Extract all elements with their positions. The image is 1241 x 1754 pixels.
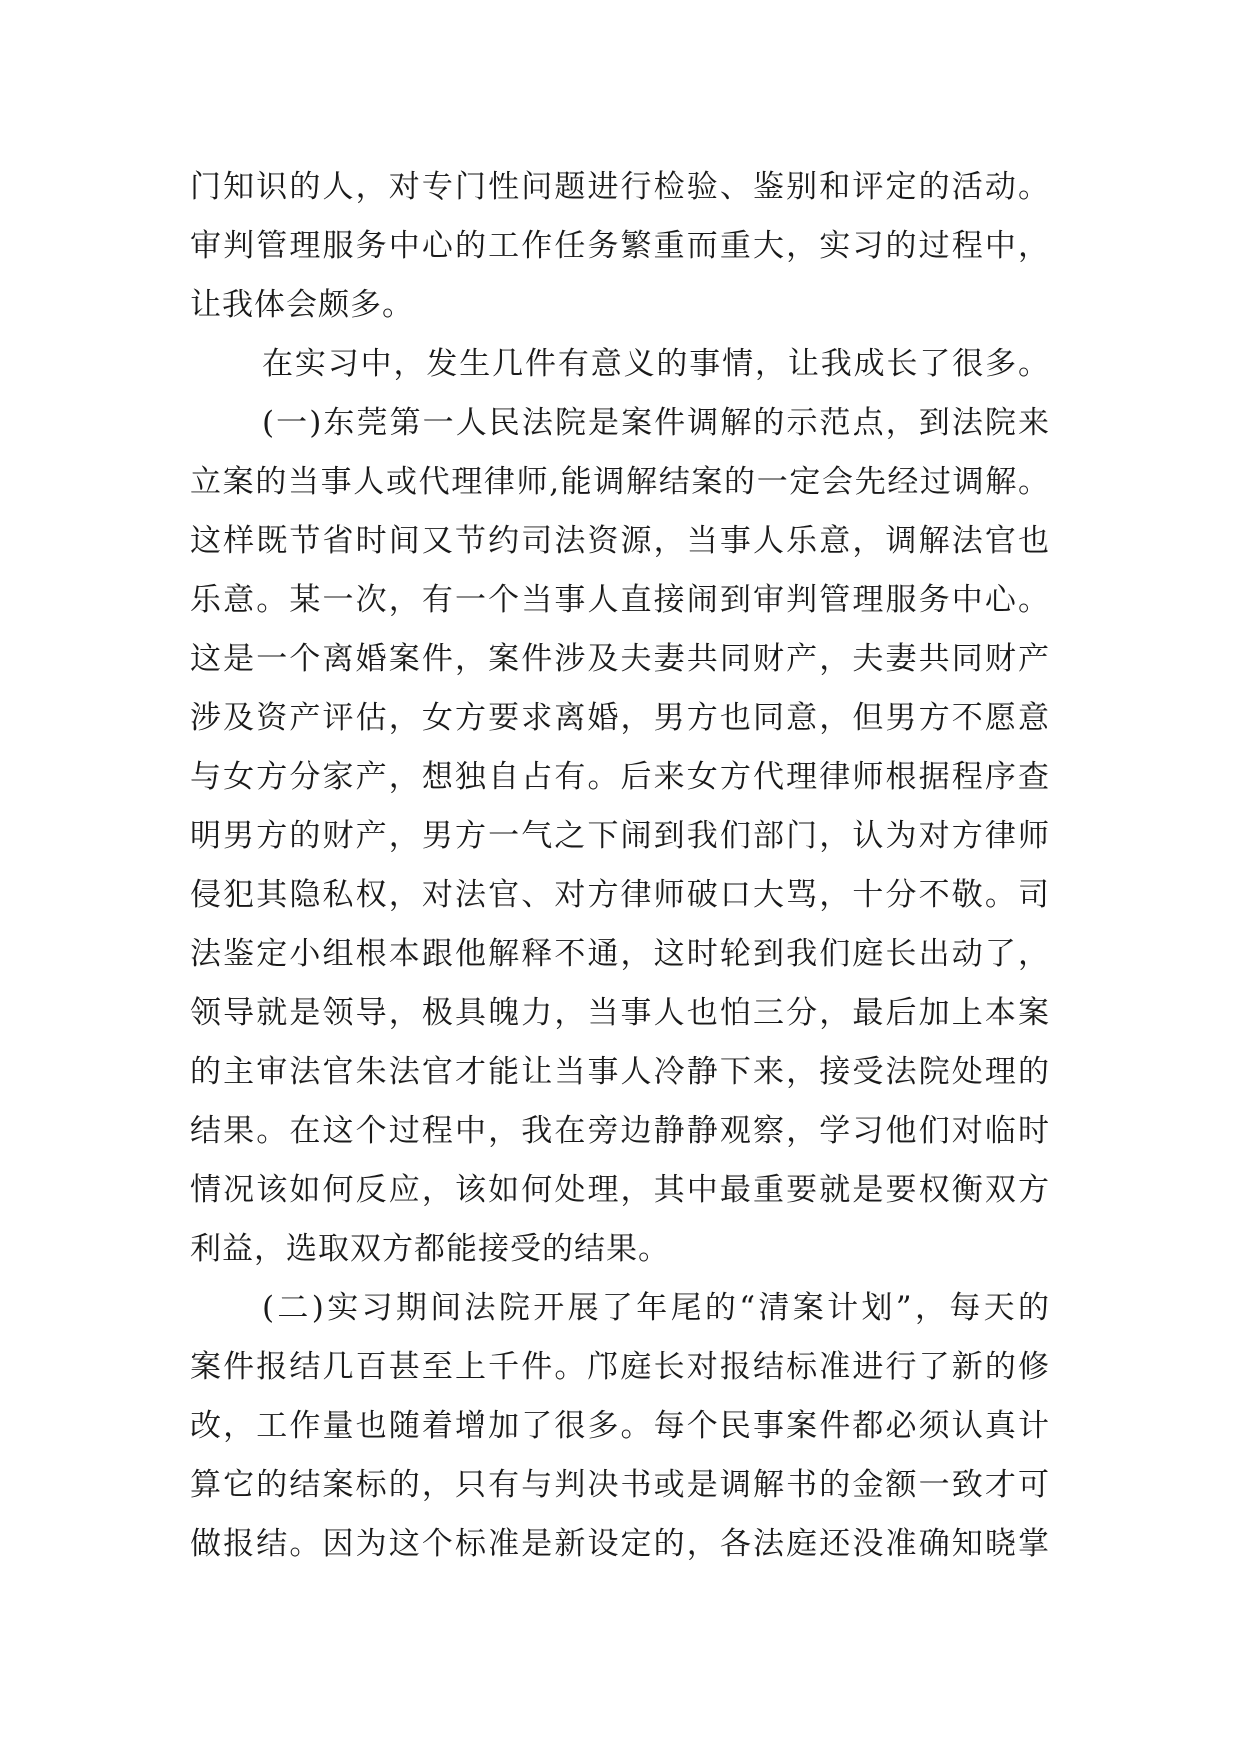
text-line: 法鉴定小组根本跟他解释不通，这时轮到我们庭长出动了， bbox=[190, 936, 1050, 972]
text-line: 侵犯其隐私权，对法官、对方律师破口大骂，十分不敬。司 bbox=[190, 877, 1050, 913]
text-line: 领导就是领导，极具魄力，当事人也怕三分，最后加上本案 bbox=[190, 995, 1050, 1031]
paragraph-first-line: (二)实习期间法院开展了年尾的“清案计划”，每天的 bbox=[262, 1290, 1050, 1326]
text-line: 做报结。因为这个标准是新设定的，各法庭还没准确知晓掌 bbox=[190, 1526, 1050, 1562]
text-line: 明男方的财产，男方一气之下闹到我们部门，认为对方律师 bbox=[190, 818, 1050, 854]
body-text bbox=[190, 158, 1050, 1574]
text-line: 这样既节省时间又节约司法资源，当事人乐意，调解法官也 bbox=[190, 523, 1050, 559]
text-line: 与女方分家产，想独自占有。后来女方代理律师根据程序查 bbox=[190, 759, 1050, 795]
text-line: 审判管理服务中心的工作任务繁重而重大，实习的过程中， bbox=[190, 228, 1050, 264]
text-line: 让我体会颇多。 bbox=[190, 287, 414, 323]
paragraph-first-line: (一)东莞第一人民法院是案件调解的示范点，到法院来 bbox=[262, 405, 1050, 441]
text-line: 这是一个离婚案件，案件涉及夫妻共同财产，夫妻共同财产 bbox=[190, 641, 1050, 677]
text-line: 案件报结几百甚至上千件。邝庭长对报结标准进行了新的修 bbox=[190, 1349, 1050, 1385]
text-line: 算它的结案标的，只有与判决书或是调解书的金额一致才可 bbox=[190, 1467, 1050, 1503]
text-line: 乐意。某一次，有一个当事人直接闹到审判管理服务中心。 bbox=[190, 582, 1050, 618]
text-line: 立案的当事人或代理律师,能调解结案的一定会先经过调解。 bbox=[190, 464, 1050, 500]
text-line: 改，工作量也随着增加了很多。每个民事案件都必须认真计 bbox=[190, 1408, 1050, 1444]
text-line: 涉及资产评估，女方要求离婚，男方也同意，但男方不愿意 bbox=[190, 700, 1050, 736]
text-line: 利益，选取双方都能接受的结果。 bbox=[190, 1231, 670, 1267]
text-line: 的主审法官朱法官才能让当事人冷静下来，接受法院处理的 bbox=[190, 1054, 1050, 1090]
text-line: 情况该如何反应，该如何处理，其中最重要就是要权衡双方 bbox=[190, 1172, 1050, 1208]
text-line: 门知识的人，对专门性问题进行检验、鉴别和评定的活动。 bbox=[190, 169, 1050, 205]
text-line: 结果。在这个过程中，我在旁边静静观察，学习他们对临时 bbox=[190, 1113, 1050, 1149]
paragraph-first-line: 在实习中，发生几件有意义的事情，让我成长了很多。 bbox=[262, 346, 1050, 382]
